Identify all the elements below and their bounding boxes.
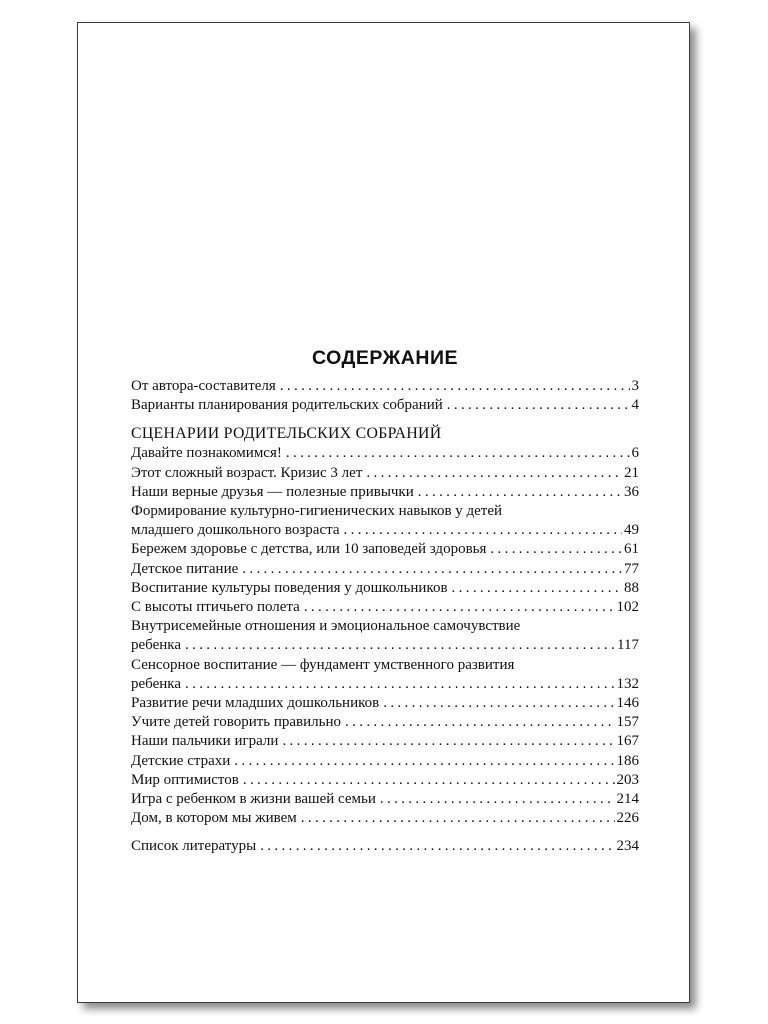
toc-entry-title: Детские страхи (131, 752, 231, 769)
toc-entry-title: Бережем здоровье с детства, или 10 заповедей здоровья (131, 541, 487, 558)
toc-entry-page: 117 (617, 637, 639, 654)
toc-entry (131, 752, 639, 771)
toc-entry-title: Этот сложный возраст. Кризис 3 лет (131, 464, 363, 481)
toc-entry-title: Мир оптимистов (131, 771, 239, 788)
dot-leader (243, 771, 615, 790)
toc-entry-title: младшего дошкольного возраста (131, 522, 340, 539)
dot-leader (185, 636, 615, 655)
toc-entry-page: 49 (624, 522, 639, 539)
toc-entry-page: 167 (616, 733, 639, 750)
dot-leader (260, 837, 614, 856)
toc-entry (131, 540, 639, 559)
table-of-contents (131, 346, 639, 857)
dot-leader (452, 579, 622, 598)
toc-entry-title-line: Формирование культурно-гигиенических навыков у детей (131, 503, 503, 520)
toc-entry-title: Воспитание культуры поведения у дошкольников (131, 579, 448, 596)
toc-entry-bibliography (131, 837, 639, 856)
toc-entry-page: 21 (624, 464, 639, 481)
toc-entry (131, 377, 639, 396)
dot-leader (185, 675, 615, 694)
dot-leader (490, 540, 622, 559)
toc-entry-page: 132 (616, 675, 639, 692)
toc-entry (131, 636, 639, 655)
dot-leader (366, 464, 622, 483)
toc-entry (131, 483, 639, 502)
dot-leader (344, 521, 622, 540)
toc-entry-page: 203 (616, 771, 639, 788)
dot-leader (380, 790, 615, 809)
toc-entry-page: 4 (631, 397, 639, 414)
toc-entry-title: Наши пальчики играли (131, 733, 279, 750)
toc-entry (131, 694, 639, 713)
toc-entry-title: Наши верные друзья — полезные привычки (131, 483, 414, 500)
toc-entry (131, 560, 639, 579)
toc-entry-title-line: Сенсорное воспитание — фундамент умственного развития (131, 656, 515, 673)
toc-entry (131, 790, 639, 809)
toc-entry-title: Давайте познакомимся! (131, 445, 282, 462)
toc-entry-page: 157 (616, 714, 639, 731)
toc-entry-title: Игра с ребенком в жизни вашей семьи (131, 791, 376, 808)
toc-entry-title: С высоты птичьего полета (131, 599, 300, 616)
dot-leader (418, 483, 622, 502)
toc-entry-page: 61 (624, 541, 639, 558)
dot-leader (345, 713, 614, 732)
toc-entry (131, 675, 639, 694)
toc-entry-page: 36 (624, 483, 639, 500)
dot-leader (286, 444, 630, 463)
book-page (77, 22, 690, 1003)
toc-entry (131, 809, 639, 828)
toc-entry-title: ребенка (131, 675, 181, 692)
toc-entry-page: 77 (624, 560, 639, 577)
dot-leader (301, 809, 615, 828)
toc-entry (131, 732, 639, 751)
dot-leader (242, 560, 622, 579)
toc-entry (131, 444, 639, 463)
dot-leader (234, 752, 614, 771)
toc-entry-page: 6 (631, 445, 639, 462)
toc-entry-title: Развитие речи младших дошкольников (131, 695, 380, 712)
dot-leader (304, 598, 615, 617)
toc-entry-page: 226 (616, 810, 639, 827)
dot-leader (447, 396, 630, 415)
toc-entry-page: 186 (616, 752, 639, 769)
toc-entry-page: 88 (624, 579, 639, 596)
page-title: СОДЕРЖАНИЕ (312, 347, 458, 369)
toc-entry-page: 3 (631, 378, 639, 394)
toc-entry (131, 579, 639, 598)
toc-entry-page: 146 (616, 695, 639, 712)
dot-leader (280, 377, 630, 396)
toc-entry-page: 102 (616, 599, 639, 616)
toc-entry (131, 521, 639, 540)
toc-entry-page: 214 (616, 791, 639, 808)
section-heading: СЦЕНАРИИ РОДИТЕЛЬСКИХ СОБРАНИЙ (131, 425, 442, 443)
toc-entry (131, 771, 639, 790)
dot-leader (383, 694, 614, 713)
toc-entry-title: От автора-составителя (131, 378, 276, 394)
toc-entry (131, 396, 639, 415)
toc-entry-title: Варианты планирования родительских собраний (131, 397, 443, 414)
toc-entry-title-line: Внутрисемейные отношения и эмоциональное самочувствие (131, 618, 521, 635)
toc-entry-page: 234 (616, 838, 639, 855)
toc-entry-title: Список литературы (131, 838, 257, 855)
toc-entry-title: Дом, в котором мы живем (131, 810, 297, 827)
toc-entry (131, 713, 639, 732)
dot-leader (282, 732, 614, 751)
toc-entry (131, 464, 639, 483)
toc-entry (131, 598, 639, 617)
toc-entry-title: ребенка (131, 637, 181, 654)
toc-entry-title: Детское питание (131, 560, 239, 577)
toc-entry-title: Учите детей говорить правильно (131, 714, 342, 731)
